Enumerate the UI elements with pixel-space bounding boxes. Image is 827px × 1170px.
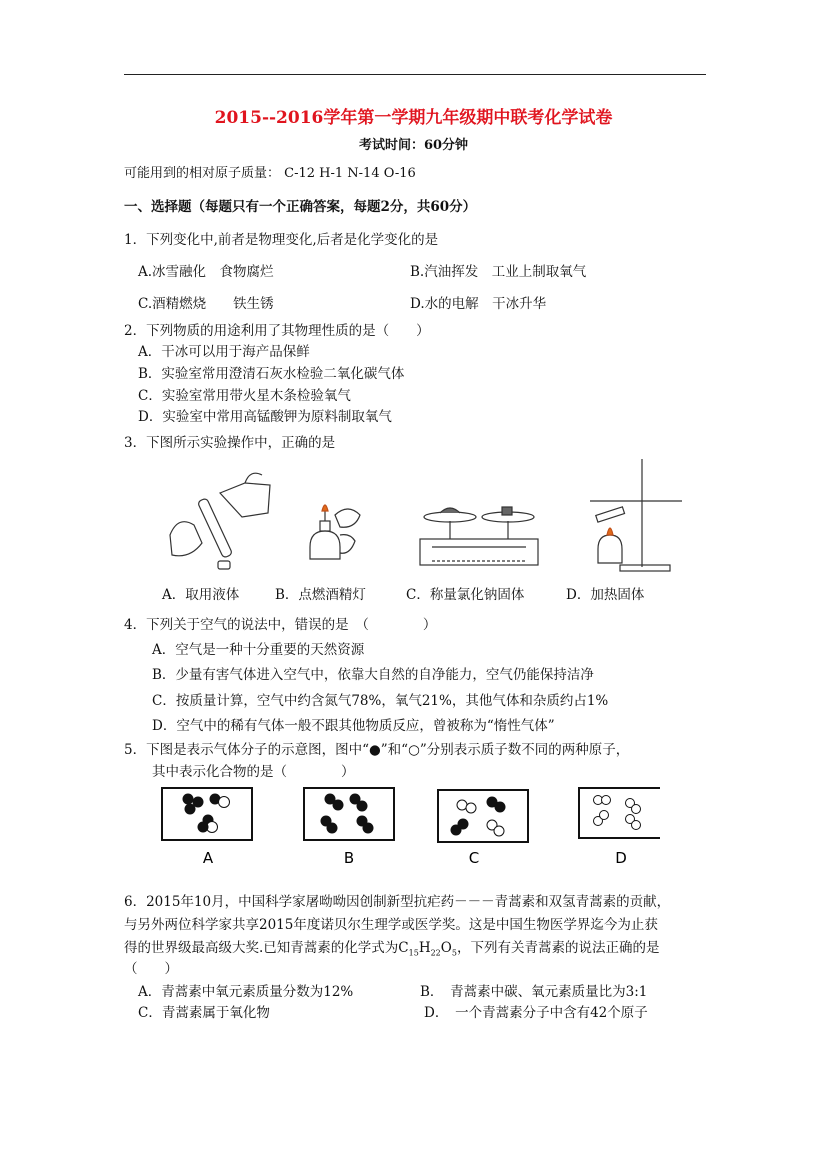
question-1-option-d: D.水的电解 干冰升华 — [410, 296, 547, 312]
molecule-diagram — [160, 785, 660, 867]
question-3-option-b: B．点燃酒精灯 — [275, 587, 366, 603]
question-6-line2: 与另外两位科学家共享2015年度诺贝尔生理学或医学奖。这是中国生物医学界迄今为止获 — [124, 917, 658, 933]
molecule-box-c — [438, 790, 528, 842]
question-6-option-a: A．青蒿素中氧元素质量分数为12% — [138, 984, 354, 1000]
question-4-option-a: A．空气是一种十分重要的天然资源 — [152, 642, 365, 658]
question-2-stem: 2．下列物质的用途利用了其物理性质的是（ ） — [124, 323, 430, 339]
figure-d-heating-solid — [590, 459, 682, 571]
question-4-option-b: B．少量有害气体进入空气中，依靠大自然的自净能力，空气仍能保持洁净 — [152, 667, 594, 683]
molecule-label-a: A — [202, 849, 214, 867]
question-1-stem: 1．下列变化中,前者是物理变化,后者是化学变化的是 — [124, 232, 439, 248]
lab-operation-figures — [150, 455, 690, 580]
question-6-line4: （ ） — [124, 961, 178, 977]
question-6-option-c: C．青蒿素属于氧化物 — [138, 1005, 270, 1021]
question-1-option-b: B.汽油挥发 工业上制取氧气 — [410, 264, 587, 280]
figure-c-balance — [420, 507, 538, 565]
molecule-label-b: B — [343, 849, 355, 867]
question-2-option-a: A．干冰可以用于海产品保鲜 — [138, 344, 310, 360]
question-4-option-c: C．按质量计算，空气中约含氮气78%，氧气21%，其他气体和杂质约占1% — [152, 693, 609, 709]
question-6-line1: 6．2015年10月，中国科学家屠呦呦因创制新型抗疟药－－－青蒿素和双氢青蒿素的贡献， — [124, 894, 671, 910]
question-5-stem-line2: 其中表示化合物的是（ ） — [152, 764, 355, 780]
question-2-option-b: B．实验室常用澄清石灰水检验二氧化碳气体 — [138, 366, 405, 382]
molecule-label-d: D — [615, 849, 627, 867]
question-3-option-c: C．称量氯化钠固体 — [406, 587, 525, 603]
page-title: 2015--2016学年第一学期九年级期中联考化学试卷 — [214, 108, 613, 128]
atomic-mass-note: 可能用到的相对原子质量： C-12 H-1 N-14 O-16 — [124, 166, 416, 181]
molecule-box-a — [162, 788, 252, 840]
question-6-option-d: D． 一个青蒿素分子中含有42个原子 — [424, 1005, 648, 1021]
question-3-stem: 3．下图所示实验操作中，正确的是 — [124, 435, 336, 451]
question-2-option-c: C．实验室常用带火星木条检验氧气 — [138, 388, 351, 404]
section-heading: 一、选择题（每题只有一个正确答案，每题2分，共60分） — [124, 199, 477, 215]
figure-a-pour-liquid — [170, 473, 270, 569]
question-1-option-a: A.冰雪融化 食物腐烂 — [138, 264, 274, 280]
question-4-option-d: D．空气中的稀有气体一般不跟其他物质反应，曾被称为“惰性气体” — [152, 718, 555, 734]
question-6-line3: 得的世界级最高级大奖.已知青蒿素的化学式为$C_{15}H_{22}O_5$，下列有关青蒿素的说法正确的是 — [124, 940, 660, 958]
question-5-stem-line1: 5．下图是表示气体分子的示意图，图中“●”和“○”分别表示质子数不同的两种原子， — [124, 742, 630, 758]
question-6-option-b: B． 青蒿素中碳、氧元素质量比为3:1 — [420, 984, 648, 1000]
question-2-option-d: D．实验室中常用高锰酸钾为原料制取氧气 — [138, 409, 392, 425]
question-3-option-a: A．取用液体 — [162, 587, 240, 603]
figure-b-alcohol-lamp — [310, 505, 360, 559]
header-rule — [124, 74, 706, 75]
molecule-label-c: C — [468, 849, 480, 867]
molecule-box-d — [579, 788, 660, 838]
question-3-option-d: D．加热固体 — [566, 587, 645, 603]
question-4-stem: 4．下列关于空气的说法中，错误的是 （ ） — [124, 617, 437, 633]
exam-time: 考试时间：60分钟 — [358, 138, 469, 153]
molecule-box-b — [304, 788, 394, 840]
question-1-option-c: C.酒精燃烧 铁生锈 — [138, 296, 274, 312]
